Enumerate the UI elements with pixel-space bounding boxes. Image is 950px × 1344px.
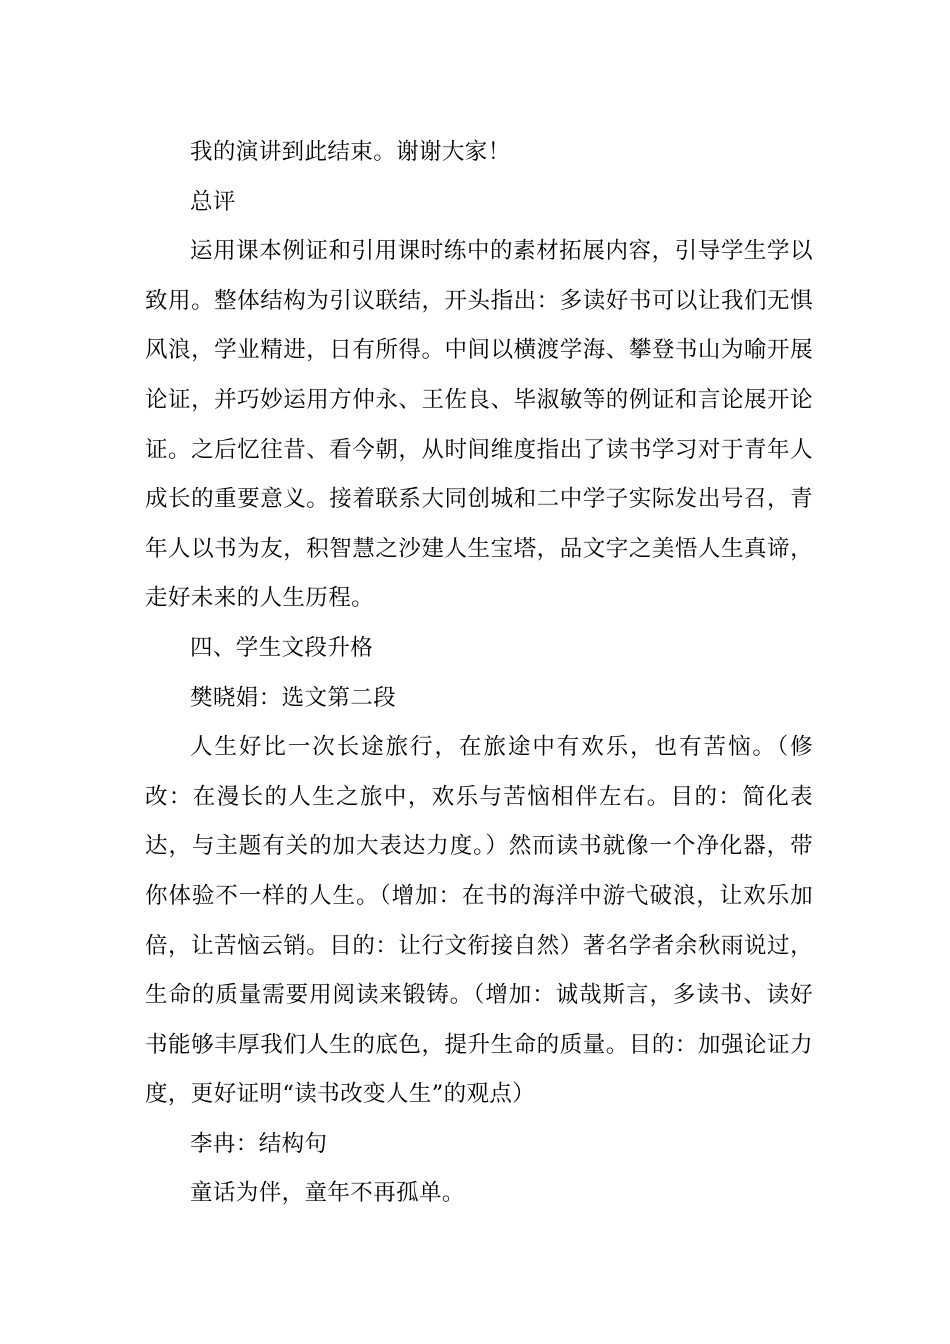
section-heading-student-revision: 四、学生文段升格	[190, 634, 374, 661]
student-entry-label: 李冉：结构句	[190, 1130, 328, 1157]
student-entry-label: 樊晓娟：选文第二段	[190, 684, 397, 711]
revision-paragraph: 人生好比一次长途旅行，在旅途中有欢乐，也有苦恼。（修改：在漫长的人生之旅中，欢乐与苦恼相伴左右。目的：简化表达，与主题有关的加大表达力度。）然而读书就像一个净化器，带你体验不一样的人生。（增加：在书的海洋中游弋破浪，让欢乐加倍，让苦恼云销。目的：让行文衔接自然）著名学者余秋雨说过，生命的质量需要用阅读来锻铸。（增加：诚哉斯言，多读书、读好书能够丰厚我们人生的底色，提升生命的质量。目的：加强论证力度，更好证明“读书改变人生”的观点）	[145, 734, 813, 1108]
section-heading-summary: 总评	[190, 188, 236, 215]
structure-sentence: 童话为伴，童年不再孤单。	[190, 1180, 465, 1207]
document-body	[145, 128, 813, 1219]
summary-paragraph: 运用课本例证和引用课时练中的素材拓展内容，引导学生学以致用。整体结构为引议联结，开头指出：多读好书可以让我们无惧风浪，学业精进，日有所得。中间以横渡学海、攀登书山为喻开展论证，并巧妙运用方仲永、王佐良、毕淑敏等的例证和言论展开论证。之后忆往昔、看今朝，从时间维度指出了读书学习对于青年人成长的重要意义。接着联系大同创城和二中学子实际发出号召，青年人以书为友，积智慧之沙建人生宝塔，品文字之美悟人生真谛，走好未来的人生历程。	[145, 238, 813, 612]
closing-line: 我的演讲到此结束。谢谢大家！	[190, 139, 511, 165]
